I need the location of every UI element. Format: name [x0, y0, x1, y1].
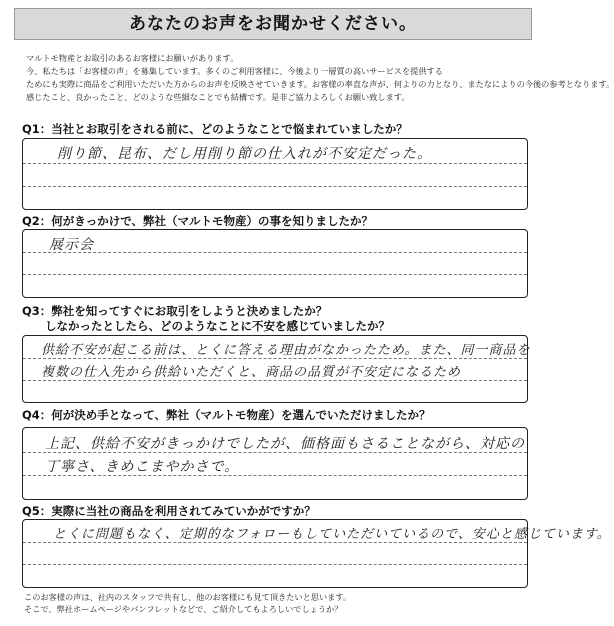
question-1-text: Q1：当社とお取引をされる前に、どのようなことで悩まれていましたか？ [22, 122, 408, 136]
answer-1-line: 削り節、昆布、だし用削り節の仕入れが不安定だった。 [57, 146, 432, 162]
question-2 [22, 214, 532, 229]
footer-text [24, 591, 529, 615]
question-1 [22, 122, 532, 137]
answer-4-line: 丁寧さ、きめこまやかさで。 [45, 459, 240, 475]
intro-line: 感じたこと、良かったこと、どのような些細なことでも結構です。是非ご協力よろしくお願い致します。 [26, 92, 410, 102]
intro-line: ためにも実際に商品をご利用いただいた方からのお声を反映させていきます。お客様の率直な声が、何よりの力となり、またなによりの今後の参考となります。 [26, 79, 614, 89]
page-title: あなたのお声をお聞かせください。 [14, 8, 532, 40]
intro-line: マルトモ物産とお取引のあるお客様にお願いがあります。 [26, 53, 239, 63]
answer-box-5 [22, 519, 611, 588]
question-4 [22, 408, 532, 423]
question-5-text: Q5：実際に当社の商品を利用されてみていかがですか？ [22, 504, 316, 518]
footer-line: このお客様の声は、社内のスタッフで共有し、他のお客様にも見て頂きたいと思います。 [24, 592, 352, 602]
answer-4-line: 上記、供給不安がきっかけでしたが、価格面もさることながら、対応の [45, 436, 525, 452]
footer-line: そこで、弊社ホームページやパンフレットなどで、ご紹介してもよろしいでしょうか？ [24, 604, 343, 614]
intro-text [26, 52, 614, 104]
question-4-text: Q4：何が決め手となって、弊社（マルトモ物産）を選んでいただけましたか？ [22, 408, 431, 422]
answer-5-line: とくに問題もなく、定期的なフォローもしていただいているので、安心と感じています。 [53, 527, 611, 542]
answer-box-2 [22, 229, 528, 298]
intro-line: 今、私たちは「お客様の声」を募集しています。多くのご利用客様に、今後より一層質の高いサービスを提供する [26, 66, 443, 76]
question-2-text: Q2：何がきっかけで、弊社（マルトモ物産）の事を知りましたか？ [22, 214, 374, 228]
question-3-text-line2: しなかったとしたら、どのようなことに不安を感じていましたか？ [22, 319, 390, 333]
answer-3-line: 複数の仕入先から供給いただくと、商品の品質が不安定になるため [41, 365, 462, 380]
question-5 [22, 504, 532, 519]
answer-3-line: 供給不安が起こる前は、とくに答える理由がなかったため。また、同一商品を [41, 343, 531, 358]
answer-box-4 [22, 427, 528, 500]
answer-2-line: 展示会 [49, 237, 94, 253]
answer-box-1 [22, 138, 528, 210]
question-3 [22, 304, 532, 334]
question-3-text-line1: Q3：弊社を知ってすぐにお取引をしようと決めましたか？ [22, 304, 328, 318]
answer-box-3 [22, 335, 531, 403]
